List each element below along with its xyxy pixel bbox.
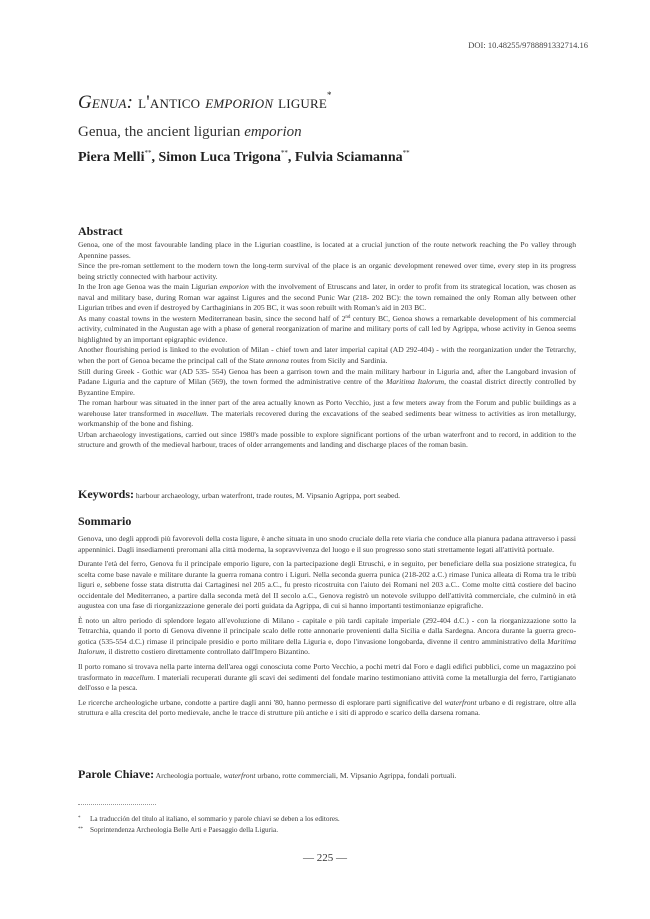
parole-chiave-label: Parole Chiave: [78,767,155,781]
keywords-line [78,487,588,502]
sommario-heading: Sommario [78,514,132,528]
sommario-paragraph [78,616,576,658]
article-subtitle [78,124,302,141]
sommario-paragraph: Genova, uno degli approdi più favorevoli della costa ligure, è anche situata in uno snodo cruciale della rete viaria che conduce alla pianura padana attraverso i passi appenninici. Dagli insediamenti preromani alla città moderna, la sopravvivenza del luogo e il suo progresso sono stati strettamente legati all'attività portuale. [78,534,576,554]
sommario-body [78,534,576,719]
footnote-divider [78,804,156,805]
abstract-paragraph: Genoa, one of the most favourable landing place in the Ligurian coastline, is located at a crucial junction of the route network reaching the Po valley through Apennine passes. [78,240,576,260]
abstract-paragraph: Since the pre-roman settlement to the modern town the long-term survival of the place is an organic development renewed over time, every step in its progress being strictly connected with harbour activity. [78,261,576,281]
text-span: As many coastal towns in the western Mediterranean basin, since the second half of 2 [78,313,346,323]
page-number: — 225 — [303,852,347,864]
text-span: urbano e di registrare, oltre alla struttura e alla crescita del porto medievale, anche le tracce di strutture più antiche e i siti di approdo e scarico della darsena romana. [78,697,576,718]
italic-term: emporion [219,282,249,292]
text-span: routes from Sicily and Sardinia. [288,356,388,366]
author-list [78,150,410,166]
text-span: È noto un altro periodo di splendore legato all'evoluzione di Milano - capitale e più tardi capitale imperiale (292-404 d.C.) - con la riorganizzazione sotto la Tetrarchia, quando il porto di Genova divenne il principale scalo delle rotte annonarie provenienti dalla Sicilia e dalla Sardegna. Ancora durante la guerra greco-gotica (535-554 d.C.) rimase il principale presidio e porto militare della Liguria e, dopo l'invasione longobarda, divenne il centro amministrativo della [78,615,576,646]
text-span: . I materiali recuperati durante gli scavi dei sedimenti del fondale marino testimoniano attività come la metallurgia del ferro, l'artigianato dell'osso e la pesca. [78,672,576,693]
sommario-paragraph [78,662,576,694]
abstract-paragraph [78,367,576,399]
footnote [78,814,340,825]
subtitle-text: Genua, the ancient ligurian [78,124,245,140]
text-span: , il distretto costiero direttamente controllato dall'Impero Bizantino. [104,647,310,657]
sommario-paragraph [78,698,576,719]
author-affiliation-marker: ** [280,149,288,157]
text-span: Archeologia portuale, [154,771,224,780]
abstract-body [78,240,576,451]
title-footnote-marker: * [327,90,332,100]
author-name: Simon Luca Trigona [158,150,281,165]
text-span: Il porto romano si trovava nella parte interna dell'area oggi conosciuta come Porto Vecchio, a pochi metri dal Foro e dagli edifici pubblici, come un magazzino poi trasformato in [78,662,576,682]
text-span: century BC, Genoa shows a remarkable development of his commercial activity, culminated in the Augustan age with a phase of general reorganization of marine and military ports of call led by Agrippa, whose activity in Genoa seems highlighted by an important epigraphic evidence. [78,313,576,344]
abstract-paragraph [78,314,576,346]
title-emporion: emporion [205,92,274,113]
author-affiliation-marker: ** [144,149,152,157]
doi-header: DOI: 10.48255/9788891332714.16 [468,40,588,50]
footnote [78,825,340,836]
text-span: The roman harbour was situated in the inner part of the area actually known as Porto Vecchio, just a few meters away from the Forum and public buildings as a warehouse later transformed in [78,398,576,418]
abstract-heading: Abstract [78,224,123,238]
subtitle-italic: emporion [244,124,302,140]
text-span: Le ricerche archeologiche urbane, condotte a partire dagli anni '80, hanno permesso di esplorare parti significative del [78,697,445,707]
text-span: , the coastal district directly controlled by Byzantine Empire. [78,377,576,397]
author-name: Piera Melli [78,150,145,165]
author-separator: , [287,150,295,165]
italic-term: Maritima Italorum [386,377,445,387]
keywords-label: Keywords: [78,487,134,501]
sommario-paragraph: Durante l'età del ferro, Genova fu il principale emporio ligure, con la partecipazione degli Etruschi, e in seguito, per beneficiare della sua posizione strategica, fu scelta come base navale e militare durante la guerra romana contro i Liguri. Nella seconda guerra punica (218-202 a.C.) rimase l'unica alleata di Roma tra le tribù liguri e, sebbene fosse stata distrutta dai Cartaginesi nel 205 a.C., fu presto ricostruita con l'aiuto dei Romani nel 203 a.C.. Come molte città costiere del bacino occidentale del Mediterraneo, a partire dalla seconda metà del II secolo a.C., Genova registrò un notevole sviluppo dell'attività commerciale, che culminò in età augustea con una fase di riorganizzazione generale dei porti guidata da Agrippa, di cui si hanno importanti testimonianze epigrafiche. [78,559,576,611]
footnote-text: Soprintendenza Archeologia Belle Arti e Paesaggio della Liguria. [90,825,279,834]
italic-term: macellum [177,408,207,418]
author-separator: , [151,150,159,165]
text-span: Still during Greek - Gothic war (AD 535- 554) Genoa has been a garrison town and the main military harbour in Liguria and, after the Langobard invasion of Padane Liguria and the capture of Milan (569), the town formed the administrative centre of the [78,366,576,387]
text-span: urbano, rotte commerciali, M. Vipsanio Agrippa, fondali portuali. [255,771,457,780]
text-span: In the Iron age Genoa was the main Ligurian [78,282,220,292]
footnotes [78,814,340,835]
footnote-marker: ** [78,826,83,832]
author-affiliation-marker: ** [402,149,410,157]
keywords-text: harbour archaeology, urban waterfront, trade routes, M. Vipsanio Agrippa, port seabed. [134,491,401,500]
italic-term: annona [266,356,289,366]
abstract-paragraph: Urban archaeology investigations, carried out since 1980's made possible to explore significant portions of the urban waterfront and to record, in addition to the structure and growth of the medieval harbour, traces of older arrangements and landing and discharge places of the roman basin. [78,429,576,450]
abstract-paragraph [78,345,576,366]
italic-term: Maritima Italorum [78,636,576,657]
text-span: . The materials recovered during the excavations of the seabed sediments bear witness to activities as iron metallurgy, workmanship of the bone and fishing. [78,408,576,429]
footnote-marker: * [78,816,81,821]
text-span: with the involvement of Etruscans and later, in order to profit from its strategical location, was chosen as naval and military base, during Roman war against Ligures and the second Punic War (218- 202 BC): the town remained the only Roman ally between other Ligurian tribes and even if destroyed by Carthaginians in 205 BC, it was soon rebuilt with Roman's aid in 203 BC. [78,282,577,313]
italic-term: waterfront [223,771,256,780]
title-antico: l'antico [133,92,206,113]
article-title [78,92,332,114]
title-ligure: ligure [273,92,328,113]
footnote-text: La traducción del título al italiano, el sommario y parole chiavi se deben a los editores. [90,815,340,823]
abstract-paragraph [78,398,576,430]
abstract-paragraph [78,282,576,314]
title-genua: Genua: [78,92,134,113]
text-span: Another flourishing period is linked to the evolution of Milan - chief town and later imperial capital (AD 292-404) - with the reorganization under the Tetrarchy, when the port of Genoa became the principal call of the State [78,345,576,366]
ordinal-superscript: nd [345,314,351,320]
italic-term: macellum [123,672,154,682]
parole-chiave-line [78,767,588,782]
italic-term: waterfront [444,697,477,707]
author-name: Fulvia Sciamanna [294,150,403,165]
